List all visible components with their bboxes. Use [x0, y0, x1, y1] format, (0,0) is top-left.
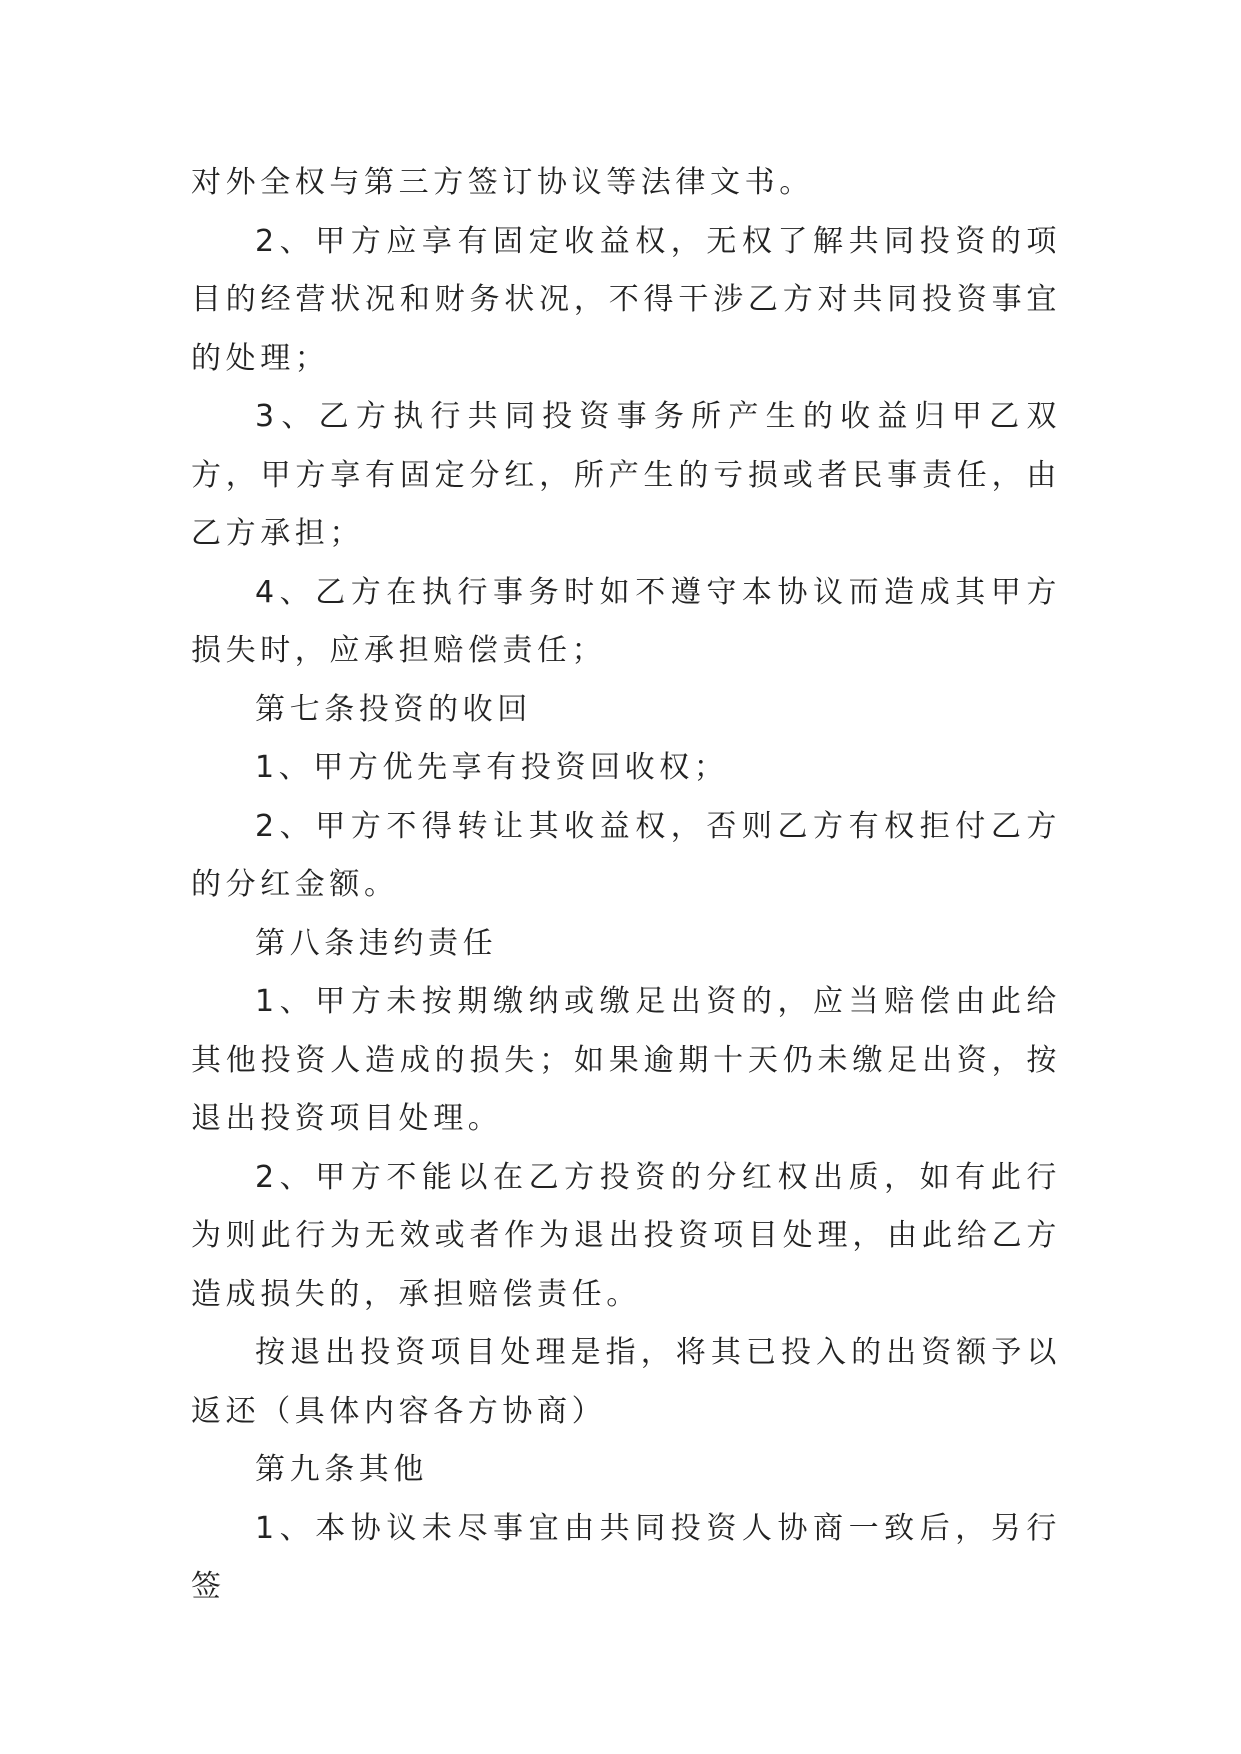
- paragraph: 1、甲方优先享有投资回收权；: [255, 750, 729, 785]
- paragraph: 2、甲方应享有固定收益权，无权了解共同投资的项目的经营状况和财务状况，不得干涉乙方对共同投资事宜的处理；: [191, 223, 1061, 376]
- paragraph: 1、本协议未尽事宜由共同投资人协商一致后，另行签: [191, 1510, 1061, 1604]
- section-heading: 第七条投资的收回: [255, 691, 532, 727]
- section-heading: 第九条其他: [255, 1452, 428, 1487]
- paragraph: 对外全权与第三方签订协议等法律文书。: [191, 165, 814, 200]
- paragraph: 按退出投资项目处理是指，将其已投入的出资额予以返还（具体内容各方协商）: [191, 1335, 1061, 1429]
- paragraph: 2、甲方不能以在乙方投资的分红权出质，如有此行为则此行为无效或者作为退出投资项目处理，由此给乙方造成损失的，承担赔偿责任。: [191, 1159, 1061, 1312]
- paragraph: 1、甲方未按期缴纳或缴足出资的，应当赔偿由此给其他投资人造成的损失；如果逾期十天仍未缴足出资，按退出投资项目处理。: [191, 984, 1061, 1136]
- section-heading: 第八条违约责任: [255, 925, 498, 961]
- paragraph: 3、乙方执行共同投资事务所产生的收益归甲乙双方，甲方享有固定分红，所产生的亏损或者民事责任，由乙方承担；: [191, 399, 1061, 551]
- paragraph: 2、甲方不得转让其收益权，否则乙方有权拒付乙方的分红金额。: [191, 808, 1061, 902]
- paragraph: 4、乙方在执行事务时如不遵守本协议而造成其甲方损失时，应承担赔偿责任；: [191, 574, 1061, 668]
- document-body: [191, 154, 1061, 1617]
